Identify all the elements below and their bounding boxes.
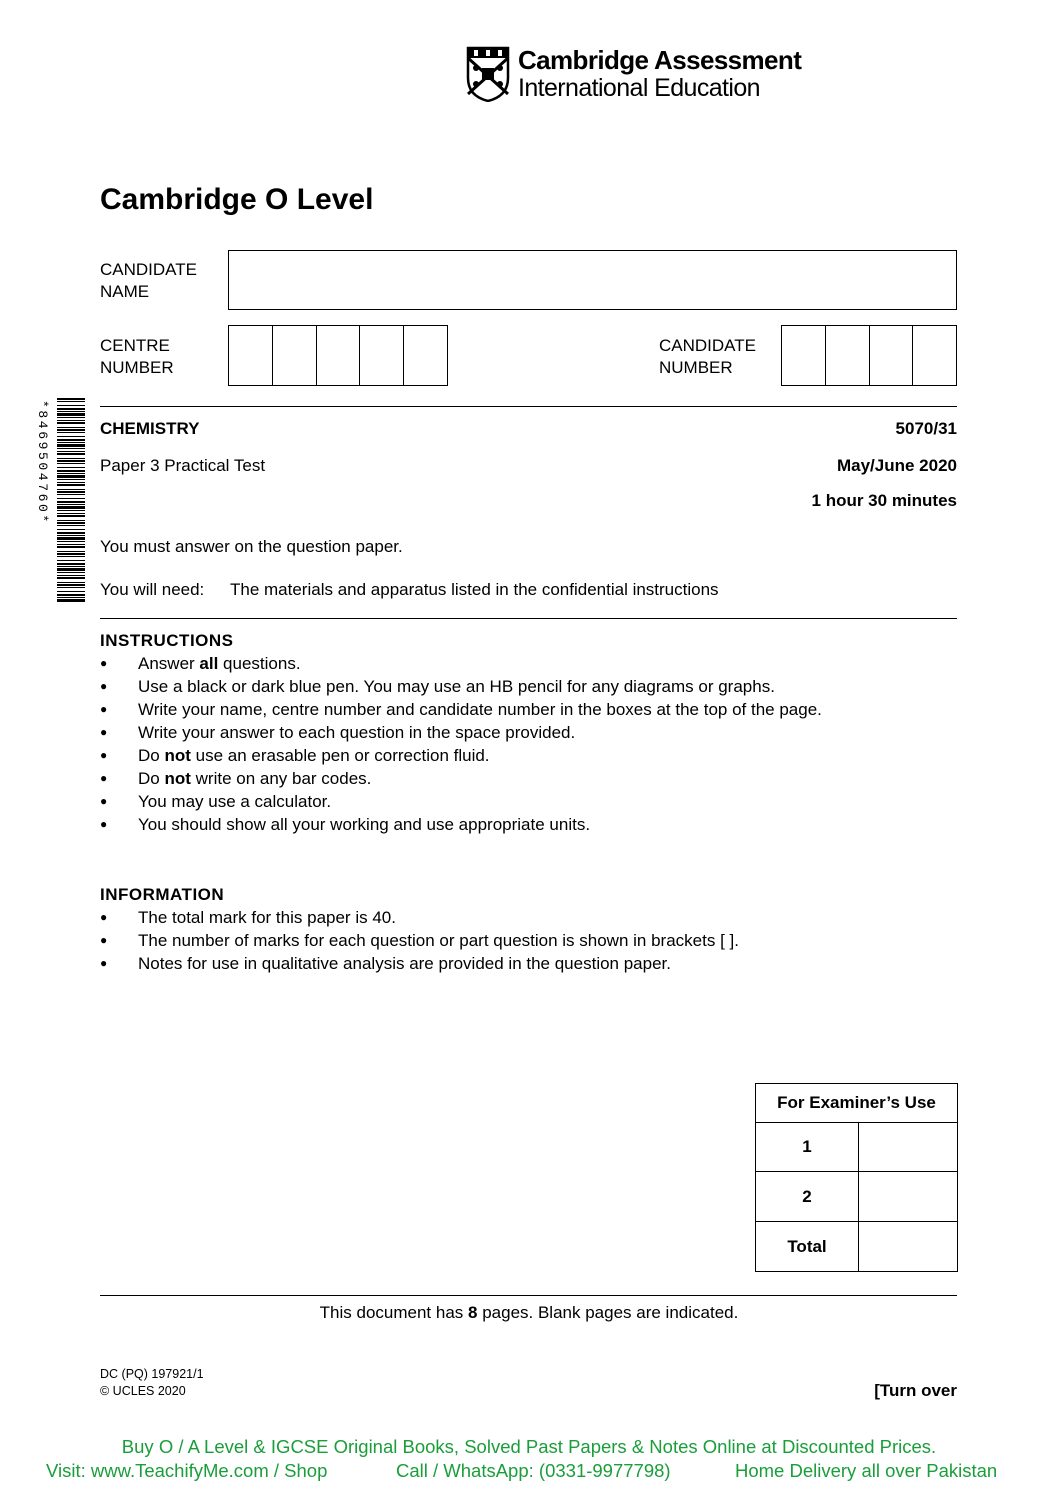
list-item: ● Write your answer to each question in the space provided. <box>100 721 960 744</box>
candidate-name-label: CANDIDATE NAME <box>100 260 197 301</box>
table-row <box>756 1123 958 1172</box>
row-label: 2 <box>756 1172 859 1222</box>
copyright: © UCLES 2020 <box>100 1384 186 1398</box>
list-item: ● Use a black or dark blue pen. You may use an HB pencil for any diagrams or graphs. <box>100 675 960 698</box>
candidate-number-field[interactable] <box>781 325 957 386</box>
table-row <box>756 1222 958 1272</box>
exam-session: May/June 2020 <box>836 456 957 475</box>
qualification-title: Cambridge O Level <box>100 183 374 216</box>
centre-number-label: CENTRE NUMBER <box>100 336 174 377</box>
examiner-table-heading: For Examiner’s Use <box>756 1084 958 1123</box>
divider <box>100 1295 957 1296</box>
table-row <box>756 1172 958 1222</box>
mark-cell <box>859 1222 958 1272</box>
list-item: ● Do not use an erasable pen or correction fluid. <box>100 744 960 767</box>
cambridge-logo <box>466 46 801 102</box>
divider <box>100 406 957 407</box>
advert-phone: Call / WhatsApp: (0331-9977798) <box>396 1460 671 1481</box>
university-crest-icon <box>466 46 510 102</box>
advert-line: Buy O / A Level & IGCSE Original Books, Solved Past Papers & Notes Online at Discounted Prices. <box>121 1436 937 1457</box>
candidate-name-field[interactable] <box>228 250 957 310</box>
subject-title: CHEMISTRY <box>100 419 200 438</box>
candidate-number-label: CANDIDATE NUMBER <box>659 336 756 377</box>
exam-duration: 1 hour 30 minutes <box>811 491 957 510</box>
list-item: ● The total mark for this paper is 40. <box>100 906 960 929</box>
examiner-use-table <box>755 1083 958 1272</box>
advert-website-link[interactable]: Visit: www.TeachifyMe.com / Shop <box>46 1460 328 1481</box>
turn-over-note: [Turn over <box>874 1381 957 1400</box>
paper-title: Paper 3 Practical Test <box>100 456 266 475</box>
centre-number-field[interactable] <box>228 325 448 386</box>
row-label: Total <box>756 1222 859 1272</box>
information-heading: INFORMATION <box>100 885 225 904</box>
instructions-list <box>100 652 960 836</box>
page-count-note: This document has 8 pages. Blank pages are indicated. <box>319 1303 739 1322</box>
list-item: ● The number of marks for each question or part question is shown in brackets [ ]. <box>100 929 960 952</box>
document-reference: DC (PQ) 197921/1 <box>100 1367 204 1381</box>
list-item: ● Write your name, centre number and candidate number in the boxes at the top of the page. <box>100 698 960 721</box>
paper-code: 5070/31 <box>895 419 957 438</box>
row-label: 1 <box>756 1123 859 1172</box>
list-item: ● You should show all your working and use appropriate units. <box>100 813 960 836</box>
advert-delivery: Home Delivery all over Pakistan <box>735 1460 998 1481</box>
org-name-line1: Cambridge Assessment <box>518 45 802 75</box>
instructions-heading: INSTRUCTIONS <box>100 631 234 650</box>
list-item: ● Do not write on any bar codes. <box>100 767 960 790</box>
list-item: ● You may use a calculator. <box>100 790 960 813</box>
information-list <box>100 906 960 975</box>
list-item: ● Notes for use in qualitative analysis are provided in the question paper. <box>100 952 960 975</box>
need-label: You will need: <box>100 580 205 599</box>
mark-cell <box>859 1172 958 1222</box>
divider <box>100 618 957 619</box>
need-text: The materials and apparatus listed in the confidential instructions <box>230 580 719 599</box>
org-name-line2: International Education <box>518 73 760 102</box>
mark-cell <box>859 1123 958 1172</box>
answer-note: You must answer on the question paper. <box>100 537 403 556</box>
list-item: ● Answer all questions. <box>100 652 960 675</box>
barcode-digits: *8469504760* <box>35 400 50 525</box>
